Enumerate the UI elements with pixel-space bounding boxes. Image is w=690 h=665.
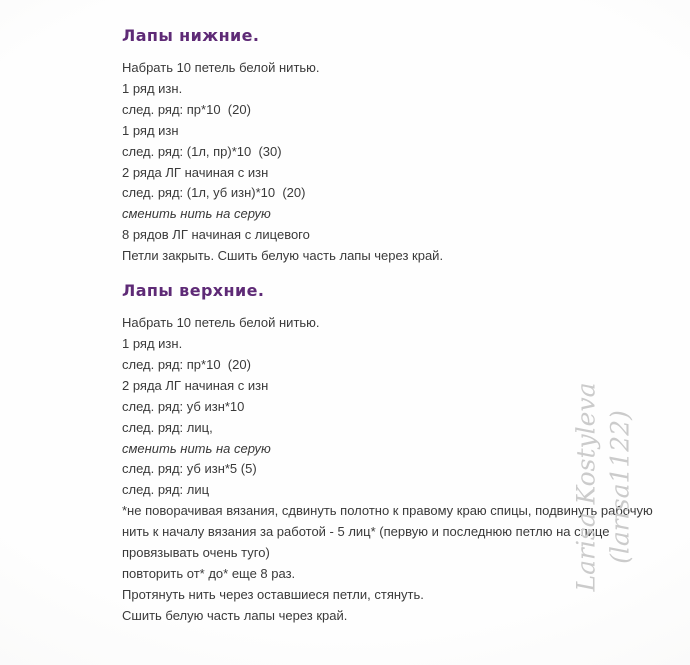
instruction-line: нить к началу вязания за работой - 5 лиц* (первую и последнюю петлю на спице xyxy=(122,524,610,540)
instruction-line: Набрать 10 петель белой нитью. xyxy=(122,60,320,75)
instruction-line: след. ряд: пр*10 (20) xyxy=(122,356,251,372)
instruction-line: сменить нить на серую xyxy=(122,206,271,222)
instruction-line: сменить нить на серую xyxy=(122,440,271,456)
instruction-line: след. ряд: пр*10 (20) xyxy=(122,101,251,117)
instruction-line: Набрать 10 петель белой нитью. xyxy=(122,315,320,331)
instruction-line: 2 ряда ЛГ начиная с изн xyxy=(122,377,269,393)
section-heading: Лапы нижние. xyxy=(122,26,260,45)
instruction-line: *не поворачивая вязания, сдвинуть полотно к правому краю спицы, подвинуть рабочую xyxy=(122,503,653,519)
instruction-line: 1 ряд изн. xyxy=(122,335,183,351)
instruction-line: провязывать очень туго) xyxy=(122,545,270,561)
instruction-line: след. ряд: (1л, пр)*10 (30) xyxy=(122,143,282,159)
instruction-line: 1 ряд изн xyxy=(122,122,179,138)
instruction-line: след. ряд: уб изн*5 (5) xyxy=(122,461,257,477)
section-heading: Лапы верхние. xyxy=(122,281,265,301)
instruction-line: Протянуть нить через оставшиеся петли, стянуть. xyxy=(122,586,424,602)
pattern-section xyxy=(122,26,602,267)
instruction-line: 2 ряда ЛГ начиная с изн xyxy=(122,164,269,180)
instruction-line: повторить от* до* еще 8 раз. xyxy=(122,565,296,581)
instruction-line: след. ряд: лиц xyxy=(122,482,210,498)
instruction-line: 1 ряд изн. xyxy=(122,80,183,96)
instruction-line: след. ряд: уб изн*10 xyxy=(122,398,245,414)
instruction-line: след. ряд: (1л, уб изн)*10 (20) xyxy=(122,185,306,201)
instruction-line: 8 рядов ЛГ начиная с лицевого xyxy=(122,227,310,243)
watermark: Larisa Kostyleva (larisa1122) xyxy=(571,382,635,592)
instruction-line: Петли закрыть. Сшить белую часть лапы через край. xyxy=(122,248,444,264)
instruction-line: Сшить белую часть лапы через край. xyxy=(122,607,348,623)
instruction-line: след. ряд: лиц, xyxy=(122,419,213,435)
